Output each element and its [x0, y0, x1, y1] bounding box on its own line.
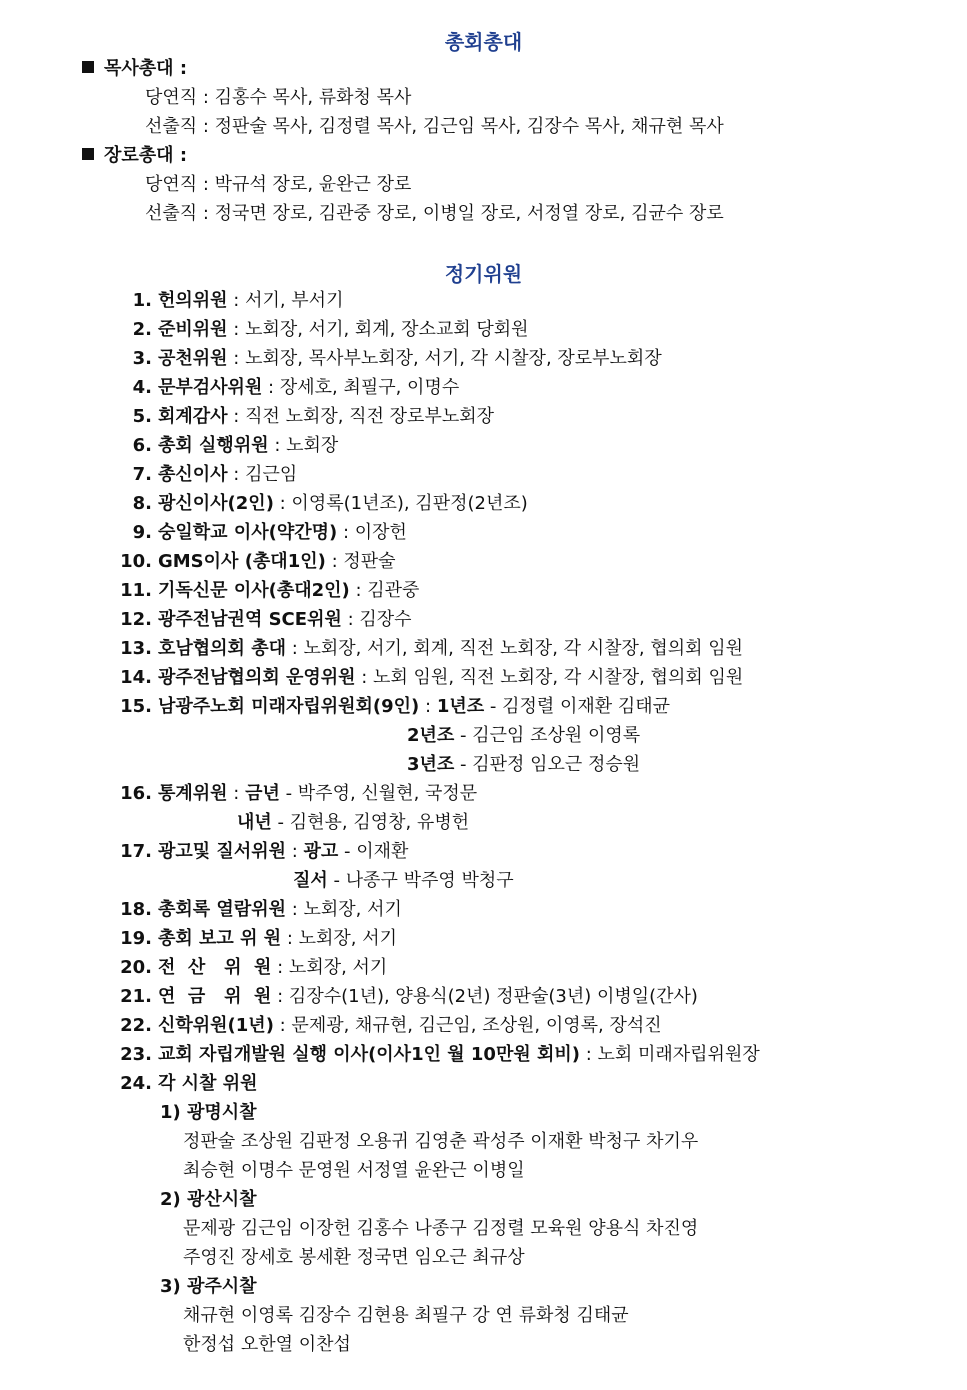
item-number: 8. [132, 493, 152, 514]
item-value: : 직전 노회장, 직전 장로부노회장 [227, 406, 494, 427]
item-label: 문부검사위원 [158, 377, 263, 398]
item-value: : 노회 미래자립위원장 [580, 1044, 760, 1065]
item-value: : 노회장, 목사부노회장, 서기, 각 시찰장, 장로부노회장 [227, 348, 662, 369]
district-gwangju-members-2: 한정섭 오한열 이찬섭 [183, 1334, 351, 1355]
item-value: : 노회 임원, 직전 노회장, 각 시찰장, 협의회 임원 [355, 667, 744, 688]
item-number: 20. [120, 957, 152, 978]
district-gwangmyeong-members-2: 최승현 이명수 문영원 서정열 윤완근 이병일 [183, 1160, 525, 1181]
item-number: 2. [132, 319, 152, 340]
item-number: 10. [120, 551, 152, 572]
list-item-15: 15. 남광주노회 미래자립위원회(9인) : 1년조 - 김정렬 이재환 김태균 [120, 694, 670, 720]
elder-elected: 선출직 : 정국면 장로, 김관중 장로, 이병일 장로, 서정열 장로, 김균수 장로 [145, 203, 724, 224]
item-label: 전 산 위 원 [158, 957, 272, 978]
list-item-2 [120, 317, 529, 343]
item-label: 총신이사 [158, 464, 228, 485]
item-number: 18. [120, 899, 152, 920]
item-label: 총회 보고 위 원 [158, 928, 282, 949]
list-item-8 [120, 491, 528, 517]
item-number: 14. [120, 667, 152, 688]
list-item-9 [120, 520, 407, 546]
item-number: 15. [120, 696, 152, 717]
list-item-16-row2: 내년 - 김현용, 김영창, 유병헌 [237, 812, 470, 833]
list-item-17: 17. 광고및 질서위원 : 광고 - 이재환 [120, 841, 409, 862]
item-value: : 노회장, 서기 [285, 899, 402, 920]
item-label: 신학위원(1년) [158, 1015, 274, 1036]
item-value: : 김장수(1년), 양용식(2년) 정판술(3년) 이병일(간사) [271, 986, 698, 1007]
list-item-16: 16. 통계위원 : 금년 - 박주영, 신월현, 국정문 [120, 783, 478, 804]
item-number: 1. [132, 290, 152, 311]
list-item-13 [120, 636, 743, 662]
item-number: 22. [120, 1015, 152, 1036]
item-number: 3. [132, 348, 152, 369]
heading-elder-delegates: 장로총대 : [82, 143, 187, 169]
item-value: : 장세호, 최필구, 이명수 [262, 377, 460, 398]
item-value: : 문제광, 채규현, 김근임, 조상원, 이영록, 장석진 [273, 1015, 662, 1036]
item15-row3: 3년조 - 김판정 임오근 정승원 [407, 754, 641, 775]
square-bullet-icon [82, 61, 94, 73]
item-value: : 이장헌 [337, 522, 407, 543]
item-value: : 노회장, 서기 [271, 957, 388, 978]
item-value: : 김관중 [349, 580, 420, 601]
district-gwangju-members-1: 채규현 이영록 김장수 김현용 최필구 강 연 류화청 김태균 [183, 1305, 629, 1326]
item-number: 6. [132, 435, 152, 456]
heading-pastor-delegates: 목사총대 : [82, 56, 187, 82]
list-item-24: 24. 각 시찰 위원 [120, 1073, 258, 1094]
list-item-11 [120, 578, 419, 604]
item-number: 7. [132, 464, 152, 485]
item-number: 9. [132, 522, 152, 543]
square-bullet-icon [82, 148, 94, 160]
list-item-3 [120, 346, 662, 372]
item15-row2: 2년조 - 김근임 조상원 이영록 [407, 725, 641, 746]
elder-ex-officio: 당연직 : 박규석 장로, 윤완근 장로 [145, 174, 412, 195]
section-title-delegates: 총회총대 [444, 30, 523, 54]
item-label: 광주전남권역 SCE위원 [158, 609, 342, 630]
item-number: 21. [120, 986, 152, 1007]
list-item-18 [120, 897, 402, 923]
list-item-5 [120, 404, 494, 430]
item-label: 광신이사(2인) [158, 493, 274, 514]
item-number: 12. [120, 609, 152, 630]
item-value: : 노회장, 서기 [281, 928, 398, 949]
item-value: : 노회장 [268, 435, 339, 456]
list-item-20 [120, 955, 387, 981]
item-label: GMS이사 (총대1인) [158, 551, 326, 572]
pastor-elected: 선출직 : 정판술 목사, 김정렬 목사, 김근임 목사, 김장수 목사, 채규현 목사 [145, 116, 724, 137]
item-value: : 정판술 [325, 551, 396, 572]
item-value: : [419, 696, 437, 717]
item-value: : 이영록(1년조), 김판정(2년조) [273, 493, 528, 514]
item-label: 광주전남협의회 운영위원 [158, 667, 356, 688]
item-label: 총회록 열람위원 [158, 899, 286, 920]
section-title-standing-committees: 정기위원 [444, 262, 523, 286]
district-gwangsan: 2) 광산시찰 [160, 1189, 257, 1210]
item-label: 숭일학교 이사(약간명) [158, 522, 338, 543]
item-label: 회계감사 [158, 406, 228, 427]
item-number: 19. [120, 928, 152, 949]
item-label: 호남협의회 총대 [158, 638, 286, 659]
district-gwangsan-members-2: 주영진 장세호 봉세환 정국면 임오근 최규상 [183, 1247, 525, 1268]
item-label: 기독신문 이사(총대2인) [158, 580, 350, 601]
list-item-7 [120, 462, 297, 488]
item-value: : 노회장, 서기, 회계, 직전 노회장, 각 시찰장, 협의회 임원 [285, 638, 744, 659]
item-value: : 노회장, 서기, 회계, 장소교회 당회원 [227, 319, 529, 340]
district-gwangsan-members-1: 문제광 김근임 이장헌 김홍수 나종구 김정렬 모육원 양용식 차진영 [183, 1218, 699, 1239]
pastor-ex-officio: 당연직 : 김홍수 목사, 류화청 목사 [145, 87, 412, 108]
list-item-4 [120, 375, 459, 401]
item-label: 남광주노회 미래자립위원회(9인) [158, 696, 420, 717]
item-label: 총회 실행위원 [158, 435, 269, 456]
item-label: 연 금 위 원 [158, 986, 272, 1007]
district-gwangju: 3) 광주시찰 [160, 1276, 257, 1297]
item-label: 헌의위원 [158, 290, 228, 311]
item-number: 5. [132, 406, 152, 427]
item-number: 13. [120, 638, 152, 659]
item-number: 4. [132, 377, 152, 398]
list-item-22 [120, 1013, 662, 1039]
item-label: 준비위원 [158, 319, 228, 340]
list-item-19 [120, 926, 397, 952]
item-value: : 김장수 [341, 609, 412, 630]
list-item-17-row2: 질서 - 나종구 박주영 박청구 [293, 870, 514, 891]
item-number: 23. [120, 1044, 152, 1065]
item-label: 공천위원 [158, 348, 228, 369]
list-item-6 [120, 433, 338, 459]
item-value: : 김근임 [227, 464, 298, 485]
item-value: : 서기, 부서기 [227, 290, 344, 311]
district-gwangmyeong: 1) 광명시찰 [160, 1102, 257, 1123]
list-item-1 [120, 288, 343, 314]
list-item-21 [120, 984, 698, 1010]
list-item-12 [120, 607, 412, 633]
district-gwangmyeong-members-1: 정판술 조상원 김판정 오용귀 김영춘 곽성주 이재환 박청구 차기우 [183, 1131, 699, 1152]
list-item-14 [120, 665, 743, 691]
item-number: 11. [120, 580, 152, 601]
item-label: 교회 자립개발원 실행 이사(이사1인 월 10만원 회비) [158, 1044, 580, 1065]
list-item-23 [120, 1042, 760, 1068]
list-item-10 [120, 549, 396, 575]
